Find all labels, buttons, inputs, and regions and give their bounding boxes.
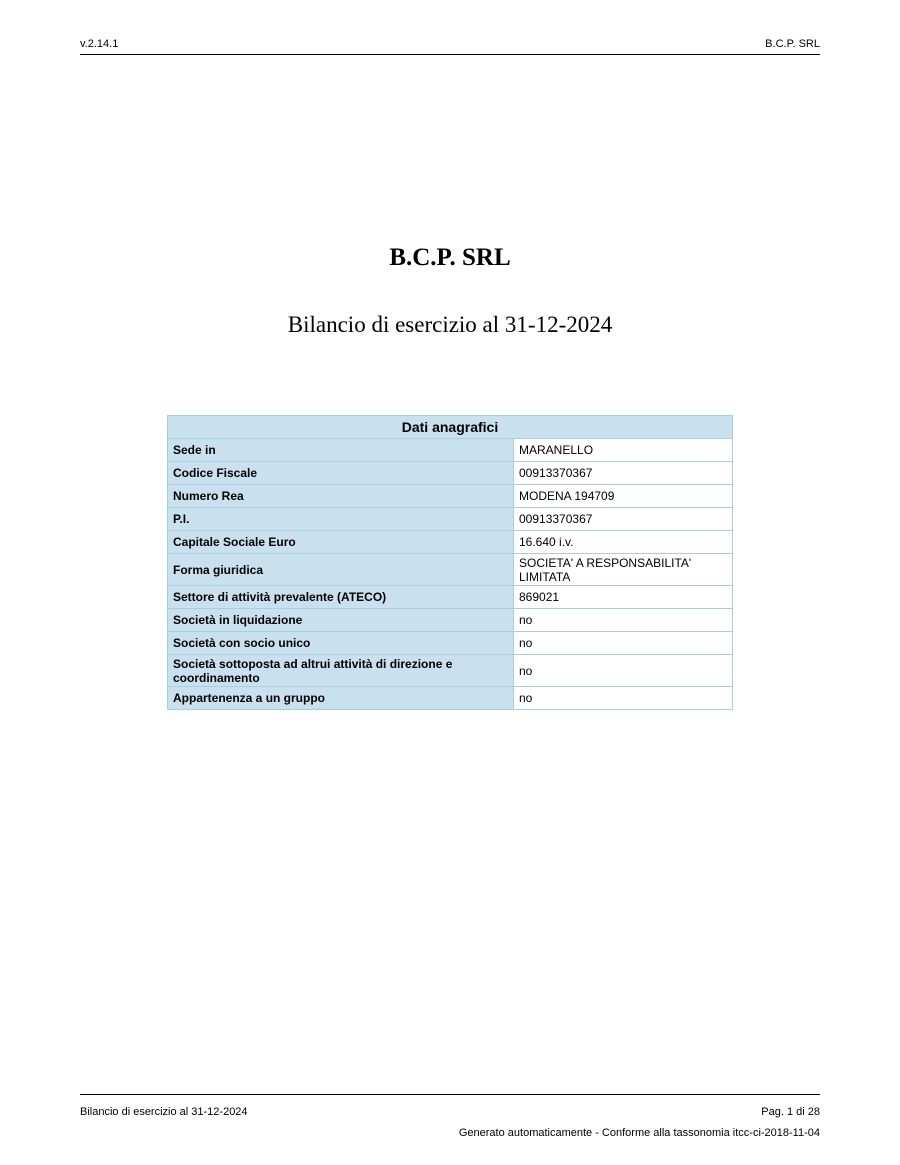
row-label: Capitale Sociale Euro xyxy=(168,531,514,554)
row-value: MODENA 194709 xyxy=(514,485,733,508)
row-label: P.I. xyxy=(168,508,514,531)
version-label: v.2.14.1 xyxy=(80,38,119,50)
row-value: 00913370367 xyxy=(514,508,733,531)
row-value: 16.640 i.v. xyxy=(514,531,733,554)
row-value: no xyxy=(514,655,733,687)
row-label: Società sottoposta ad altrui attività di direzione e coordinamento xyxy=(168,655,514,687)
page-header xyxy=(80,38,820,55)
table-row xyxy=(168,531,733,554)
generated-note: Generato automaticamente - Conforme alla tassonomia itcc-ci-2018-11-04 xyxy=(458,1127,820,1139)
table-row xyxy=(168,687,733,710)
row-label: Settore di attività prevalente (ATECO) xyxy=(168,586,514,609)
row-value: MARANELLO xyxy=(514,439,733,462)
table-row xyxy=(168,508,733,531)
row-label: Società in liquidazione xyxy=(168,609,514,632)
row-label: Sede in xyxy=(168,439,514,462)
page-number: Pag. 1 di 28 xyxy=(761,1106,820,1118)
row-label: Numero Rea xyxy=(168,485,514,508)
row-value: no xyxy=(514,632,733,655)
document-title: B.C.P. SRL xyxy=(389,244,511,271)
table-row xyxy=(168,462,733,485)
row-label: Forma giuridica xyxy=(168,554,514,586)
table-row xyxy=(168,485,733,508)
table-row xyxy=(168,632,733,655)
row-value: no xyxy=(514,687,733,710)
footer-document-title: Bilancio di esercizio al 31-12-2024 xyxy=(80,1106,248,1118)
table-row xyxy=(168,655,733,687)
row-value: 00913370367 xyxy=(514,462,733,485)
row-value: 869021 xyxy=(514,586,733,609)
row-value: no xyxy=(514,609,733,632)
row-value: SOCIETA' A RESPONSABILITA' LIMITATA xyxy=(514,554,733,586)
table-heading: Dati anagrafici xyxy=(168,416,733,439)
document-subtitle: Bilancio di esercizio al 31-12-2024 xyxy=(287,312,613,337)
row-label: Codice Fiscale xyxy=(168,462,514,485)
table-row xyxy=(168,586,733,609)
row-label: Appartenenza a un gruppo xyxy=(168,687,514,710)
page-footer xyxy=(80,1094,820,1139)
table-row xyxy=(168,609,733,632)
table-row xyxy=(168,439,733,462)
registry-data-table xyxy=(167,415,733,710)
table-row xyxy=(168,554,733,586)
header-company-name: B.C.P. SRL xyxy=(765,38,820,50)
row-label: Società con socio unico xyxy=(168,632,514,655)
